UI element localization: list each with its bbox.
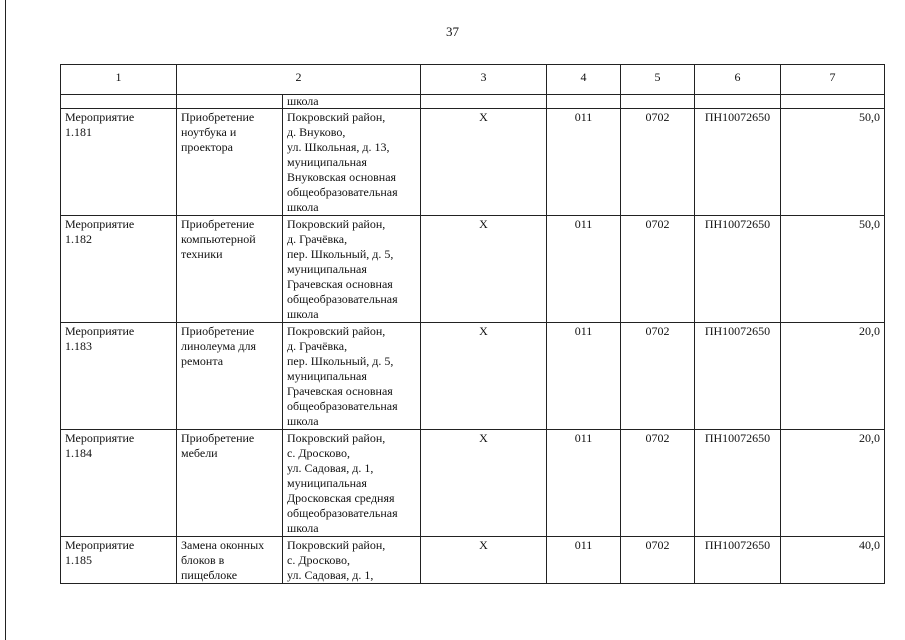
cell-address-line: муниципальная xyxy=(287,155,367,169)
header-col-6: 6 xyxy=(695,65,781,95)
cell-col-4: 011 xyxy=(547,323,621,430)
cell-name-line: компьютерной xyxy=(181,232,256,246)
cell-event xyxy=(61,430,177,537)
table-row xyxy=(61,323,885,430)
cell-address-line: Покровский район, xyxy=(287,217,386,231)
cell-address-line: общеобразовательная xyxy=(287,506,398,520)
header-col-7: 7 xyxy=(781,65,885,95)
cell-col-6: ПН10072650 xyxy=(695,430,781,537)
cell-col-3: Х xyxy=(421,537,547,584)
cell-address-line: д. Внуково, xyxy=(287,125,346,139)
cell-address-line: школа xyxy=(287,414,319,428)
cell-address-line: Грачевская основная xyxy=(287,384,393,398)
cell-col-5: 0702 xyxy=(621,109,695,216)
cell-event-line: Мероприятие xyxy=(65,538,135,552)
cell-event xyxy=(61,323,177,430)
cell-name-line: блоков в xyxy=(181,553,225,567)
cell-address-line: ул. Школьная, д. 13, xyxy=(287,140,390,154)
cell-event-line: Мероприятие xyxy=(65,110,135,124)
cell-address-line: Грачевская основная xyxy=(287,277,393,291)
cell-address-line: Покровский район, xyxy=(287,324,386,338)
cell-name-line: Приобретение xyxy=(181,431,255,445)
cell-event-line: 1.184 xyxy=(65,446,92,460)
cell-address-line: ул. Садовая, д. 1, xyxy=(287,568,374,582)
cell-address-line: общеобразовательная xyxy=(287,399,398,413)
table-row xyxy=(61,430,885,537)
cell-name xyxy=(177,537,283,584)
cell-address-line: ул. Садовая, д. 1, xyxy=(287,461,374,475)
cell-name-line: Замена оконных xyxy=(181,538,265,552)
cell-col-5: 0702 xyxy=(621,537,695,584)
cell-name xyxy=(177,323,283,430)
table-body xyxy=(61,95,885,584)
cell-address-line: пер. Школьный, д. 5, xyxy=(287,354,394,368)
page-number: 37 xyxy=(446,24,459,39)
cell-address-line: муниципальная xyxy=(287,476,367,490)
cell-event-line: 1.181 xyxy=(65,125,92,139)
cell-col-5: 0702 xyxy=(621,430,695,537)
cell xyxy=(177,95,283,109)
data-table xyxy=(60,64,885,584)
header-col-5: 5 xyxy=(621,65,695,95)
cell-col-4: 011 xyxy=(547,109,621,216)
cell-address-line: школа xyxy=(287,307,319,321)
cell-address xyxy=(283,109,421,216)
cell-address-line: д. Грачёвка, xyxy=(287,232,348,246)
cell-col-4: 011 xyxy=(547,537,621,584)
cell-col-5: 0702 xyxy=(621,323,695,430)
cell-address-line: Покровский район, xyxy=(287,538,386,552)
cell-col-6: ПН10072650 xyxy=(695,323,781,430)
cell-event-line: Мероприятие xyxy=(65,217,135,231)
cell-col-3: Х xyxy=(421,109,547,216)
cell-col-3: Х xyxy=(421,430,547,537)
cell-address-line: д. Грачёвка, xyxy=(287,339,348,353)
cell-name xyxy=(177,109,283,216)
cell xyxy=(547,95,621,109)
cell-event-line: 1.183 xyxy=(65,339,92,353)
cell-address-line: муниципальная xyxy=(287,369,367,383)
cell-name-line: ремонта xyxy=(181,354,224,368)
cell-address-line: общеобразовательная xyxy=(287,292,398,306)
cell-event xyxy=(61,109,177,216)
cell-col-7: 40,0 xyxy=(781,537,885,584)
cell-col-3: Х xyxy=(421,216,547,323)
cell-name-line: линолеума для xyxy=(181,339,256,353)
cell-event-line: 1.182 xyxy=(65,232,92,246)
cell-name xyxy=(177,216,283,323)
cell-name-line: пищеблоке xyxy=(181,568,238,582)
cell-event xyxy=(61,216,177,323)
cell-col-6: ПН10072650 xyxy=(695,109,781,216)
cell-address-line: школа xyxy=(287,200,319,214)
cell-address-line: общеобразовательная xyxy=(287,185,398,199)
cell-address-line: Внуковская основная xyxy=(287,170,397,184)
cell-col-3: Х xyxy=(421,323,547,430)
cell-address-line: муниципальная xyxy=(287,262,367,276)
header-col-4: 4 xyxy=(547,65,621,95)
cell xyxy=(781,95,885,109)
table-row xyxy=(61,537,885,584)
cell-address xyxy=(283,323,421,430)
cell-col-5: 0702 xyxy=(621,216,695,323)
cell-address-line: Дросковская средняя xyxy=(287,491,395,505)
cell-col-7: 50,0 xyxy=(781,216,885,323)
cell-name-line: Приобретение xyxy=(181,217,255,231)
cell-name-line: мебели xyxy=(181,446,218,460)
cell-name-line: ноутбука и xyxy=(181,125,237,139)
cell-col-7: 50,0 xyxy=(781,109,885,216)
header-col-2: 2 xyxy=(177,65,421,95)
cell-address-line: школа xyxy=(287,521,319,535)
cell-name-line: проектора xyxy=(181,140,233,154)
cell-event-line: Мероприятие xyxy=(65,431,135,445)
cell-address xyxy=(283,216,421,323)
header-col-3: 3 xyxy=(421,65,547,95)
cell-address-continuation: школа xyxy=(283,95,421,109)
continuation-row xyxy=(61,95,885,109)
cell-address xyxy=(283,430,421,537)
cell-name-line: Приобретение xyxy=(181,110,255,124)
page-margin-line xyxy=(5,0,6,640)
cell-event-line: Мероприятие xyxy=(65,324,135,338)
cell xyxy=(61,95,177,109)
cell-address-line: с. Дросково, xyxy=(287,446,350,460)
cell-address-line: с. Дросково, xyxy=(287,553,350,567)
cell-name-line: Приобретение xyxy=(181,324,255,338)
cell-name xyxy=(177,430,283,537)
cell-col-7: 20,0 xyxy=(781,430,885,537)
cell-address-line: пер. Школьный, д. 5, xyxy=(287,247,394,261)
cell xyxy=(695,95,781,109)
cell-col-6: ПН10072650 xyxy=(695,216,781,323)
table-row xyxy=(61,216,885,323)
cell-address-line: Покровский район, xyxy=(287,110,386,124)
cell-event-line: 1.185 xyxy=(65,553,92,567)
cell-address-line: Покровский район, xyxy=(287,431,386,445)
cell xyxy=(621,95,695,109)
cell-address xyxy=(283,537,421,584)
cell-col-4: 011 xyxy=(547,216,621,323)
header-row xyxy=(61,65,885,95)
cell xyxy=(421,95,547,109)
cell-event xyxy=(61,537,177,584)
cell-col-4: 011 xyxy=(547,430,621,537)
cell-name-line: техники xyxy=(181,247,223,261)
cell-col-6: ПН10072650 xyxy=(695,537,781,584)
table-row xyxy=(61,109,885,216)
header-col-1: 1 xyxy=(61,65,177,95)
cell-col-7: 20,0 xyxy=(781,323,885,430)
